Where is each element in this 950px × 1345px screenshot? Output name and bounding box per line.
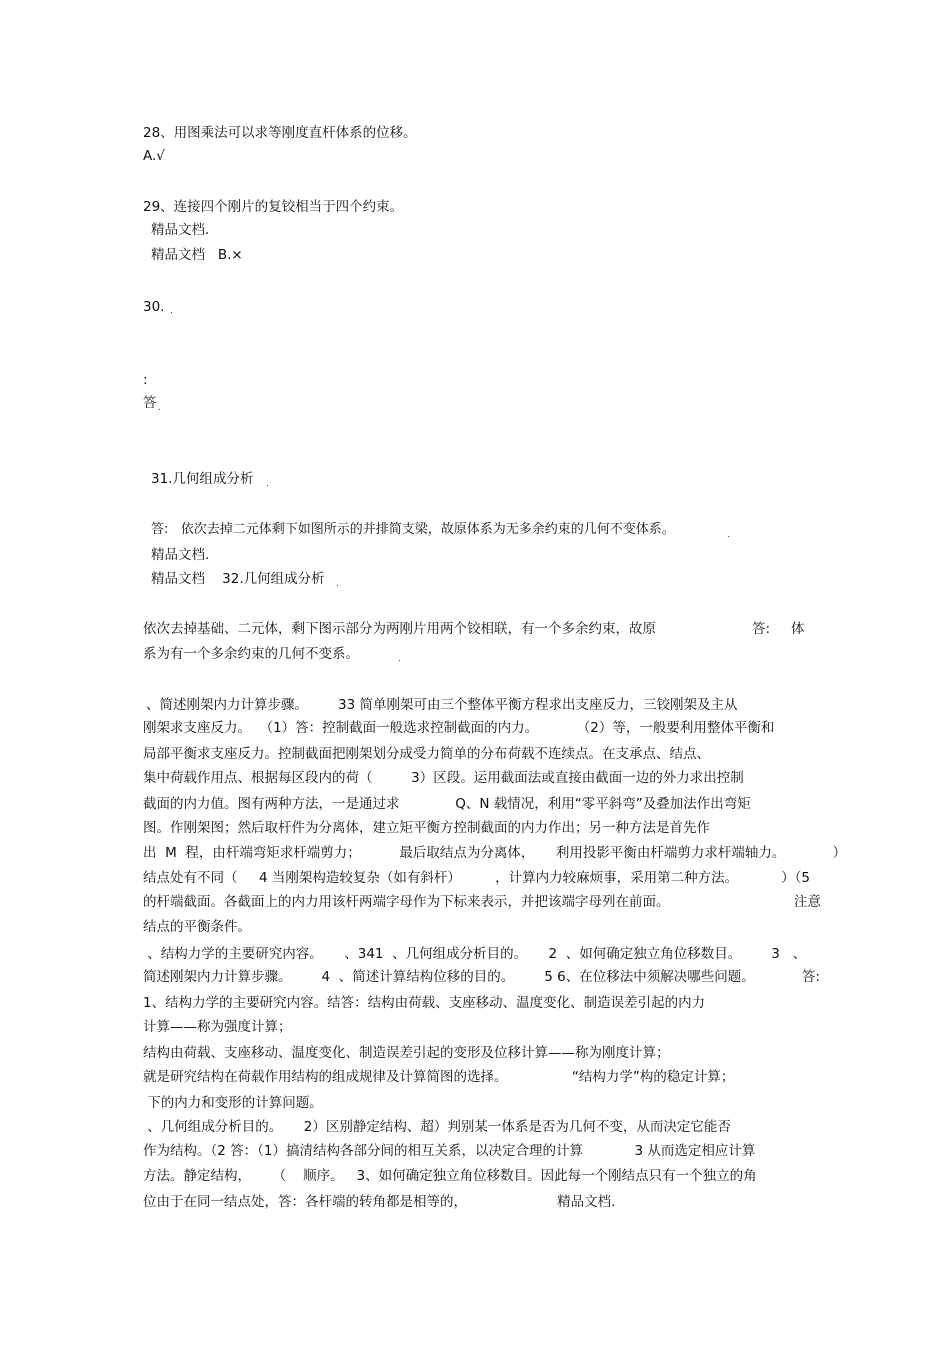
body-line: 作为结构。（2 答：（1）搞清结构各部分间的相互关系，以决定合理的计算 3 从而选定相应计算 <box>143 1143 756 1159</box>
q30-text: 30. <box>143 299 165 315</box>
body-line: 简述刚架内力计算步骤。 4 、简述计算结构位移的目的。 5 6、在位移法中须解决哪些问题。 答: <box>143 969 820 985</box>
q31-title: 31.几何组成分析 <box>151 471 254 487</box>
q32-answer-label: 答: <box>752 621 771 637</box>
q32-answer-right: 体 <box>791 621 805 637</box>
body-line: 集中荷载作用点、根据每区段内的荷（ 3）区段。运用截面法或直接由截面一边的外力求出控制 <box>143 770 744 786</box>
body-line: 就是研究结构在荷载作用结构的组成规律及计算简图的选择。 “结构力学”构的稳定计算； <box>143 1069 735 1085</box>
watermark-text: 精品文档. <box>151 222 210 238</box>
body-line: 计算——称为强度计算； <box>143 1019 292 1035</box>
body-line: 局部平衡求支座反力。控制截面把刚架划分成受力简单的分布荷载不连续点。在支承点、结点、 <box>143 746 710 762</box>
speck-mark: . <box>727 530 730 540</box>
body-line: 下的内力和变形的计算问题。 <box>143 1095 323 1111</box>
q32-answer-left: 依次去掉基础、二元体，剩下图示部分为两刚片用两个铰相联，有一个多余约束，故原 <box>143 621 656 637</box>
q32-answer-line2: 系为有一个多余约束的几何不变系。 <box>143 646 359 662</box>
body-line: 1、结构力学的主要研究内容。结答：结构由荷载、支座移动、温度变化、制造误差引起的内力 <box>143 995 706 1011</box>
body-line: 刚架求支座反力。 （1）答：控制截面一般选求控制截面的内力。 （2）等，一般要利用整体平衡和 <box>143 720 775 736</box>
body-line: 截面的内力值。图有两种方法，一是通过求 Q、N 载情况，利用“零平斜弯”及叠加法作出弯矩 <box>143 796 751 812</box>
body-line: 方法。静定结构， （ 顺序。 3、如何确定独立角位移数目。因此每一个刚结点只有一个独立的角 <box>143 1168 757 1184</box>
body-line: 结点处有不同（ 4 当刚架构造较复杂（如有斜杆） ，计算内力较麻烦事，采用第二种方法。 ）（5 <box>143 870 810 886</box>
q29-text: 29、连接四个刚片的复铰相当于四个约束。 <box>143 199 404 215</box>
body-line: 、简述刚架内力计算步骤。 33 简单刚架可由三个整体平衡方程求出支座反力，三铰刚架及主从 <box>146 697 738 713</box>
speck-mark: . <box>336 579 339 589</box>
body-line: 位由于在同一结点处，答：各杆端的转角都是相等的， 精品文档. <box>143 1194 616 1210</box>
q32-title-line: 精品文档 32.几何组成分析 <box>151 571 325 587</box>
body-line: 、结构力学的主要研究内容。 、341 、几何组成分析目的。 2 、如何确定独立角位移数目。 3 、 <box>143 946 807 962</box>
speck-mark: . <box>158 403 161 413</box>
q31-answer: 答: 依次去掉二元体剩下如图所示的并排简支梁，故原体系为无多余约束的几何不变体系。 <box>151 522 675 537</box>
body-line: 结点的平衡条件。 <box>143 919 251 935</box>
watermark-text: 精品文档. <box>151 547 210 563</box>
q29-answer-line: 精品文档 B.× <box>151 247 243 263</box>
body-line: 、几何组成分析目的。 2）区别静定结构、超）判别某一体系是否为几何不变，从而决定它能否 <box>143 1119 731 1135</box>
body-line: 出 M 程，由杆端弯矩求杆端剪力； 最后取结点为分离体， 利用投影平衡由杆端剪力求杆端轴力。 ） <box>143 845 847 861</box>
body-line: 图。作刚架图；然后取杆件为分离体，建立矩平衡方控制截面的内力作出；另一种方法是首先作 <box>143 820 710 836</box>
body-line: 的杆端截面。各截面上的内力用该杆两端字母作为下标来表示，并把该端字母列在前面。 注意 <box>143 894 821 910</box>
speck-mark: . <box>170 306 173 316</box>
body-line: 结构由荷载、支座移动、温度变化、制造误差引起的变形及位移计算——称为刚度计算； <box>143 1045 670 1061</box>
speck-mark: . <box>266 479 269 489</box>
speck-mark: . <box>398 654 401 664</box>
q28-answer: A.√ <box>143 148 165 164</box>
q30-answer: 答 <box>143 395 157 411</box>
q30-colon: : <box>143 372 148 388</box>
q28-text: 28、用图乘法可以求等刚度直杆体系的位移。 <box>143 125 417 141</box>
